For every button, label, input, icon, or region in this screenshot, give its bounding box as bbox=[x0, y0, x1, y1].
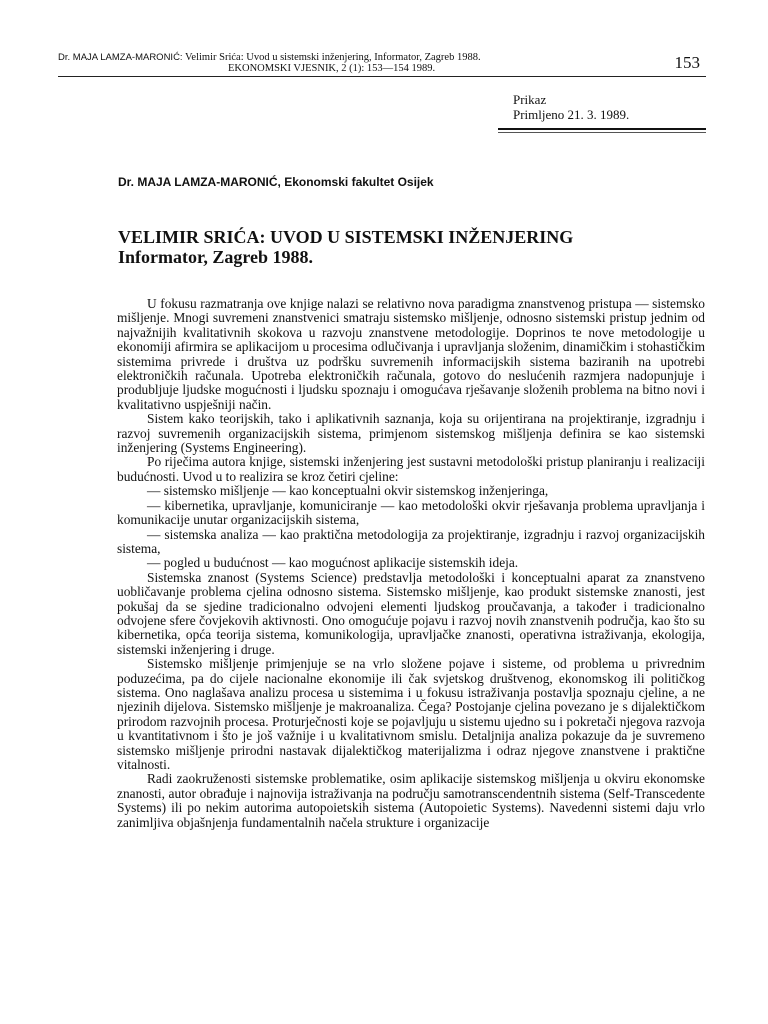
title-line-2: Informator, Zagreb 1988. bbox=[118, 247, 313, 267]
list-item-2: — kibernetika, upravljanje, komuniciranje — kao metodološki okvir rješavanja problema upravljanja i komunikacije unutar organizacijskih sistema, bbox=[117, 497, 705, 528]
review-divider bbox=[498, 128, 706, 130]
byline: Dr. MAJA LAMZA-MARONIĆ, Ekonomski fakultet Osijek bbox=[118, 175, 434, 189]
citation bbox=[58, 52, 658, 74]
article-title bbox=[118, 227, 698, 267]
paragraph-3: Po riječima autora knjige, sistemski inženjering jest sustavni metodološki pristup planiranju i realizaciji budućnosti. Uvod u to realizira se kroz četiri cjeline: bbox=[117, 454, 705, 484]
citation-line-1 bbox=[58, 52, 658, 63]
paragraph-5: Sistemsko mišljenje primjenjuje se na vrlo složene pojave i sisteme, od problema u privrednim poduzećima, pa do cijele nacionalne ekonomije ili čak svjetskog društvenog, ekonomskog ili političkog sistema. Ono naglašava analizu procesa u sistemima i u fokusu istraživanja postavlja spoznaju cjeline, a ne njezinih dijelova. Sistemsko mišljenje je makroanaliza. Čega? Postojanje cjelina povezano je s dijalektičkom prirodom razvojnih procesa. Proturječnosti koje se pojavljuju u sistemu ujedno su i pokretači njegova razvoja u kvantitativnom i što je još važnije i u kvalitativnom smislu. Detaljnija analiza pokazuje da je suvremeno sistemsko mišljenje prirodni nastavak dijalektičkog materijalizma i odraz njegove znanstvene i praktične vitalnosti. bbox=[117, 656, 705, 772]
paragraph-4: Sistemska znanost (Systems Science) predstavlja metodološki i konceptualni aparat za znanstveno uobličavanje problema cjelina odnosno sistema. Sistemsko mišljenje, kao produkt sistemske znanosti, jest pokušaj da se sjedine tradicionalno odvojeni elementi ljudskog proučavanja, a također i tradicionalno odvojene sfere čovjekovih aktivnosti. Ono omogućuje pojavu i razvoj novih znanstvenih područja, kao što su kibernetika, opća teorija sistema, komunikologija, upravljačke znanosti, operativna istraživanja, ekologija, sistemski inženjering i druge. bbox=[117, 569, 705, 657]
paragraph-2: Sistem kako teorijskih, tako i aplikativnih saznanja, koja su orijentirana na projektiranje, izgradnju i razvoj suvremenih organizacijskih sistema, primjenom sistemskog mišljenja definira se kao sistemski inženjering (Systems Engineering). bbox=[117, 411, 705, 456]
paragraph-6: Radi zaokruženosti sistemske problematike, osim aplikacije sistemskog mišljenja u okviru ekonomske znanosti, autor obrađuje i najnovija istraživanja na području samotranscendentnih sistema (Self-Transcedente Systems) ili po nekim autorima autopoietskih sistema (Autopoietic Systems). Navedenni sistemi daju vrlo zanimljiva objašnjenja fundamentalnih načela strukture i organizacije bbox=[117, 771, 705, 830]
paragraph-1: U fokusu razmatranja ove knjige nalazi se relativno nova paradigma znanstvenog pristupa — sistemsko mišljenje. Mnogi suvremeni znanstvenici smatraju sistemsko mišljenje, odnosno sistemski pristup jednim od najvažnijih kvalitativnih skokova u razvoju znanstvene metodologije. Doprinos te nove metodologije u ekonomiji afirmira se aplikacijom u procesima odlučivanja i upravljanja složenim, dinamičkim i stohastičkim sistemima privrede i društva uz podršku suvremenih informacijskih sistema baziranih na upotrebi elektroničkih računala. Upotreba elektroničkih računala, gotovo do neslućenih razmjera nadopunjuje i produbljuje ljudske mogućnosti i ljudsku spoznaju i omogućava rješavanje složenih problema na bitno novi i kvalitativno uspješniji način. bbox=[117, 296, 705, 412]
header-author: Dr. MAJA LAMZA-MARONIĆ: bbox=[58, 52, 183, 63]
review-divider-thin bbox=[498, 132, 706, 133]
article-body bbox=[117, 297, 705, 830]
received-date: Primljeno 21. 3. 1989. bbox=[513, 107, 630, 122]
list-item-3: — sistemska analiza — kao praktična metodologija za projektiranje, izgradnju i razvoj organizacijskih sistema, bbox=[117, 526, 705, 556]
review-type: Prikaz bbox=[513, 92, 547, 107]
list-item-4: — pogled u budućnost — kao mogućnost aplikacije sistemskih ideja. bbox=[147, 555, 519, 571]
title-line-1: VELIMIR SRIĆA: UVOD U SISTEMSKI INŽENJERING bbox=[118, 227, 574, 247]
header-book-citation: Velimir Srića: Uvod u sistemski inženjering, Informator, Zagreb 1988. bbox=[185, 52, 481, 63]
running-header bbox=[58, 52, 706, 77]
review-info bbox=[513, 92, 705, 122]
page-number: 153 bbox=[674, 53, 700, 72]
citation-line-2: EKONOMSKI VJESNIK, 2 (1): 153—154 1989. bbox=[228, 63, 436, 74]
list-item-1: — sistemsko mišljenje — kao konceptualni okvir sistemskog inženjeringa, bbox=[147, 483, 549, 499]
